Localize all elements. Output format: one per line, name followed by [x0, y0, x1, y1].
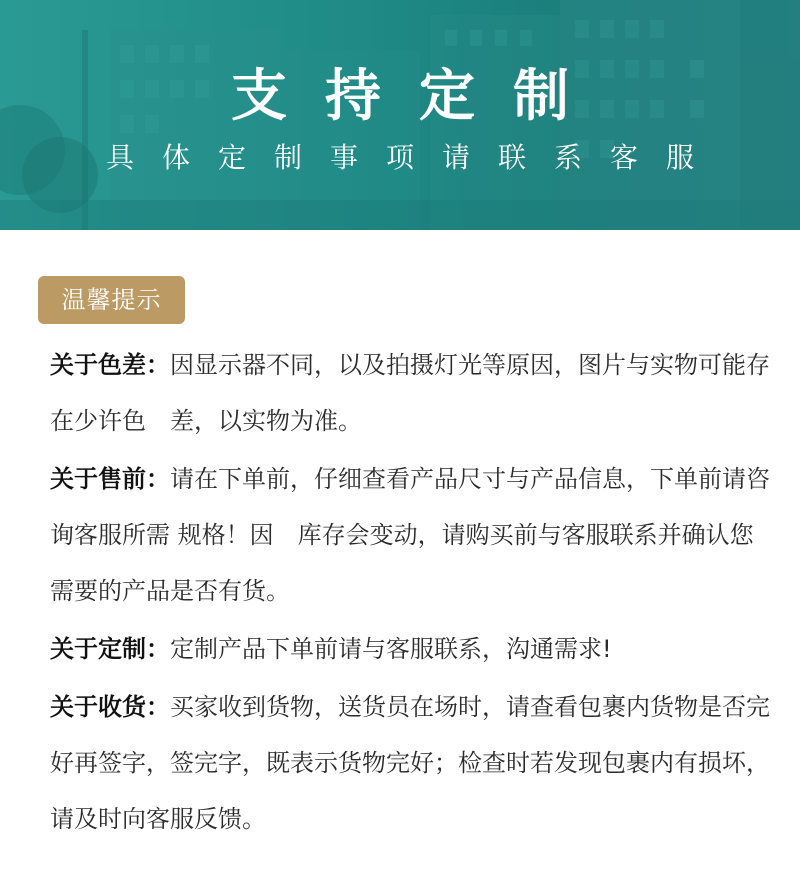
notice-content — [50, 337, 770, 849]
notice-item-label: 关于定制： — [50, 635, 170, 663]
notice-item-color-difference — [50, 337, 770, 449]
notice-item-label: 关于售前： — [50, 465, 170, 493]
notice-item-pre-sale — [50, 451, 770, 619]
notice-item-label: 关于色差： — [50, 351, 170, 379]
notice-item-receiving — [50, 679, 770, 847]
header-banner — [0, 0, 800, 230]
notice-item-text: 请在下单前，仔细查看产品尺寸与产品信息，下单前请咨询客服所需 规格！因 库存会变动，请购买前与客服联系并确认您需要的产品是否有货。 — [50, 465, 770, 605]
notice-item-text: 定制产品下单前请与客服联系，沟通需求! — [170, 635, 612, 663]
notice-item-text: 因显示器不同，以及拍摄灯光等原因，图片与实物可能存在少许色 差，以实物为准。 — [50, 351, 770, 435]
banner-subtitle: 具体定制事项请联系客服 — [105, 141, 722, 174]
warm-tips-badge: 温馨提示 — [38, 276, 185, 324]
notice-item-label: 关于收货： — [50, 693, 170, 721]
notice-item-customization — [50, 621, 770, 677]
banner-title: 支持定制 — [231, 64, 607, 129]
notice-item-text: 买家收到货物，送货员在场时，请查看包裹内货物是否完好再签字，签完字，既表示货物完好；检查时若发现包裹内有损坏，请及时向客服反馈。 — [50, 693, 770, 833]
